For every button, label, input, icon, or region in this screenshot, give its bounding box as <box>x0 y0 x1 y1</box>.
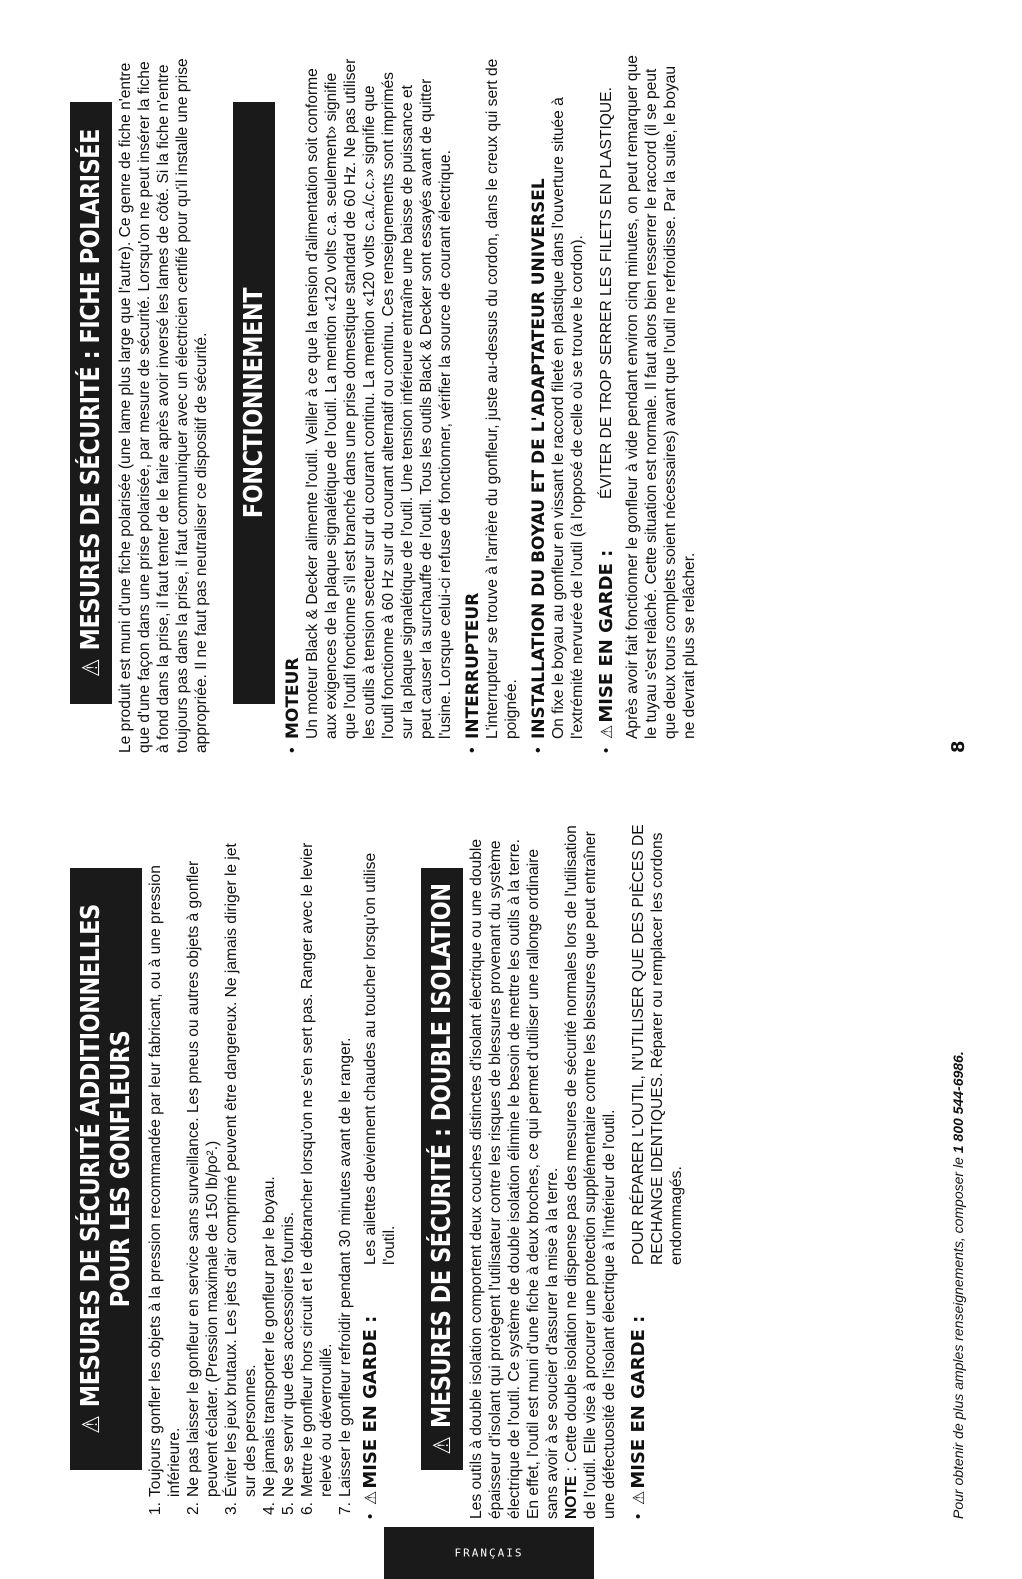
footer-text: Pour obtenir de plus amples renseignements, composer le <box>950 1153 966 1519</box>
safety-list <box>146 819 355 1515</box>
note-paragraph <box>562 819 619 1519</box>
item-text: Laisser le gonfleur refroidir pendant 30 minutes avant de le ranger. <box>337 1037 354 1497</box>
list-item <box>222 819 260 1515</box>
caution-block <box>361 819 399 1519</box>
caution-block <box>597 53 617 753</box>
warning-icon: ⚠ <box>597 724 616 739</box>
subhead-title: INTERRUPTEUR <box>463 592 483 739</box>
interrupteur-text: L'interrupteur se trouve à l'arrière du gonfleur, juste au-dessus du cordon, dans le creux qui sert de poignée. <box>484 58 520 739</box>
warning-icon: ⚠ <box>428 1436 456 1455</box>
caution-label <box>629 1265 649 1505</box>
section-banner-double-isolation <box>421 868 463 1470</box>
language-tab <box>384 1527 594 1579</box>
caution-label-text: MISE EN GARDE : <box>596 549 617 723</box>
bullet: • <box>362 1513 379 1519</box>
list-item <box>298 819 336 1515</box>
item-text: Ne pas laisser le gonfleur en service sans surveillance. Les pneus ou autres objets à gonfler peuvent éclater. (Pression maximale de 150 lb/po².) <box>185 860 221 1497</box>
right-column <box>70 53 699 753</box>
caution-label-text: MISE EN GARDE : <box>628 1315 649 1489</box>
bullet: • <box>464 747 481 753</box>
section-title: MESURES DE SÉCURITÉ : DOUBLE ISOLATION <box>427 883 457 1428</box>
item-number: 4. <box>261 1501 278 1515</box>
item-number: 7. <box>337 1501 354 1515</box>
item-number: 6. <box>299 1501 316 1515</box>
caution-text: POUR RÉPARER L'OUTIL, N'UTILISER QUE DES PIÈCES DE RECHANGE IDENTIQUES. Réparer ou remplacer les cordons endommagés. <box>630 824 685 1265</box>
subhead-title: INSTALLATION DU BOYAU ET DE L'ADAPTATEUR UNIVERSEL <box>529 178 549 739</box>
left-column <box>70 819 692 1519</box>
item-text: Mettre le gonfleur hors circuit et le débrancher lorsqu'on ne s'en sert pas. Ranger avec le levier relevé ou déverrouillé. <box>299 842 335 1497</box>
bullet: • <box>630 1513 647 1519</box>
installation-text: On fixe le boyau au gonfleur en vissant le raccord fileté en plastique dans l'ouverture située à l'extrémité nervurée de l'outil (à l'opposé de celle où se trouve le cordon). <box>550 97 586 739</box>
caution-text: ÉVITER DE TROP SERRER LES FILETS EN PLASTIQUE. <box>598 87 615 499</box>
caution-label <box>597 499 617 739</box>
list-item <box>260 819 279 1515</box>
list-item <box>146 819 184 1515</box>
section-title: MESURES DE SÉCURITÉ : FICHE POLARISÉE <box>76 129 106 651</box>
page-number: 8 <box>948 740 969 753</box>
note-label: NOTE <box>563 1475 580 1519</box>
item-number: 3. <box>223 1501 240 1515</box>
item-text: Éviter les jeux brutaux. Les jets d'air comprimé peuvent être dangereux. Ne jamais diriger le jet sur des personnes. <box>223 843 259 1497</box>
caution-label <box>361 1265 381 1505</box>
warning-icon: ⚠ <box>361 1490 380 1505</box>
bullet: • <box>530 747 547 753</box>
item-number: 2. <box>185 1501 202 1515</box>
subhead-installation <box>529 53 549 753</box>
moteur-text: Un moteur Black & Decker alimente l'outil. Veiller à ce que la tension d'alimentation soit conforme aux exigences de la plaque signalétique de l'outil. La mention «120 volts c.a. seulement» signifie que l'outil fonctionne s'il est branché dans une prise domestique standard de 60 Hz. Ne pas utiliser les outils à tension secteur sur du courant continu. La mention «120 volts c.a./c.c.» signifie que l'outil fonctionne à 60 Hz sur du courant alternatif ou continu. Ces renseignements sont imprimés sur la plaque signalétique de l'outil. Une tension inférieure entraîne une baisse de puissance et peut causer la surchauffe de l'outil. Tous les outils Black & Decker sont essayés avant de quitter l'usine. Lorsque celui-ci refuse de fonctionner, vérifier la source de courant électrique. <box>304 58 454 739</box>
caution-block <box>629 819 686 1519</box>
item-text: Ne jamais transporter le gonfleur par le boyau. <box>261 1176 278 1497</box>
section-banner-fiche-polarisee <box>70 102 112 704</box>
caution-label-text: MISE EN GARDE : <box>360 1315 381 1489</box>
item-text: Ne se servir que des accessoires fournis. <box>280 1211 297 1497</box>
caution-text: Les ailettes deviennent chaudes au toucher lorsqu'on utilise l'outil. <box>362 852 398 1265</box>
section-banner-fonctionnement <box>233 102 275 704</box>
bullet: • <box>284 747 301 753</box>
section-banner-gonfleurs <box>70 868 142 1470</box>
double-isolation-body: Les outils à double isolation comportent deux couches distinctes d'isolant électrique ou une double épaisseur d'isolant qui protègent l'utilisateur contre les risques de blessures provenant du système électrique de l'outil. Ce système de double isolation élimine le besoin de mettre les outils à la terre. En effet, l'outil est muni d'une fiche à deux broches, ce qui permet d'utiliser une rallonge ordinaire sans avoir à se soucier d'assurer la mise à la terre. <box>468 838 561 1519</box>
list-item <box>184 819 222 1515</box>
subhead-moteur <box>283 53 303 753</box>
subhead-interrupteur <box>463 53 483 753</box>
list-item <box>336 819 355 1515</box>
subhead-title: MOTEUR <box>283 657 303 739</box>
item-number: 5. <box>280 1501 297 1515</box>
language-tab-label: FRANÇAIS <box>454 1546 524 1560</box>
warning-icon: ⚠ <box>629 1490 648 1505</box>
item-number: 1. <box>147 1501 164 1515</box>
footer-note <box>950 1051 966 1519</box>
section-title: MESURES DE SÉCURITÉ ADDITIONNELLES POUR LES GONFLEURS <box>76 904 136 1408</box>
phone-number: 1 800 544-6986. <box>950 1051 966 1154</box>
warning-icon: ⚠ <box>77 1415 105 1434</box>
after-use-text: Après avoir fait fonctionner le gonfleur à vide pendant environ cinq minutes, on peut remarquer que le tuyau s'est relâché. Cette situation est normale. Il faut alors bien resserrer le raccord (il se peut que deux tours complets soient nécessaires) avant que l'outil ne refroidisse. Par la suite, le boyau ne devrait plus se relâcher. <box>624 55 698 739</box>
section-title: FONCTIONNEMENT <box>239 287 269 519</box>
item-text: Toujours gonfler les objets à la pression recommandée par leur fabricant, ou à une pression inférieure. <box>147 865 183 1497</box>
list-item <box>279 819 298 1515</box>
bullet: • <box>598 747 615 753</box>
note-text: : Cette double isolation ne dispense pas des mesures de sécurité normales lors de l'utilisation de l'outil. Elle vise à procurer une protection supplémentaire contre les blessures que peut entraîner une défectuosité de l'isolant électrique à l'intérieur de l'outil. <box>563 825 618 1519</box>
warning-icon: ⚠ <box>77 658 105 678</box>
polarized-plug-body: Le produit est muni d'une fiche polarisée (une lame plus large que l'autre). Ce genre de fiche n'entre que d'une façon dans une prise polarisée, par mesure de sécurité. Lorsqu'on ne peut insérer la fiche à fond dans la prise, il faut tenter de le faire après avoir inversé les lames de côté. Si la fiche n'entre toujours pas dans la prise, il faut communiquer avec un électricien certifié pour qu'il installe une prise appropriée. Il ne faut pas neutraliser ce dispositif de sécurité. <box>117 58 210 753</box>
